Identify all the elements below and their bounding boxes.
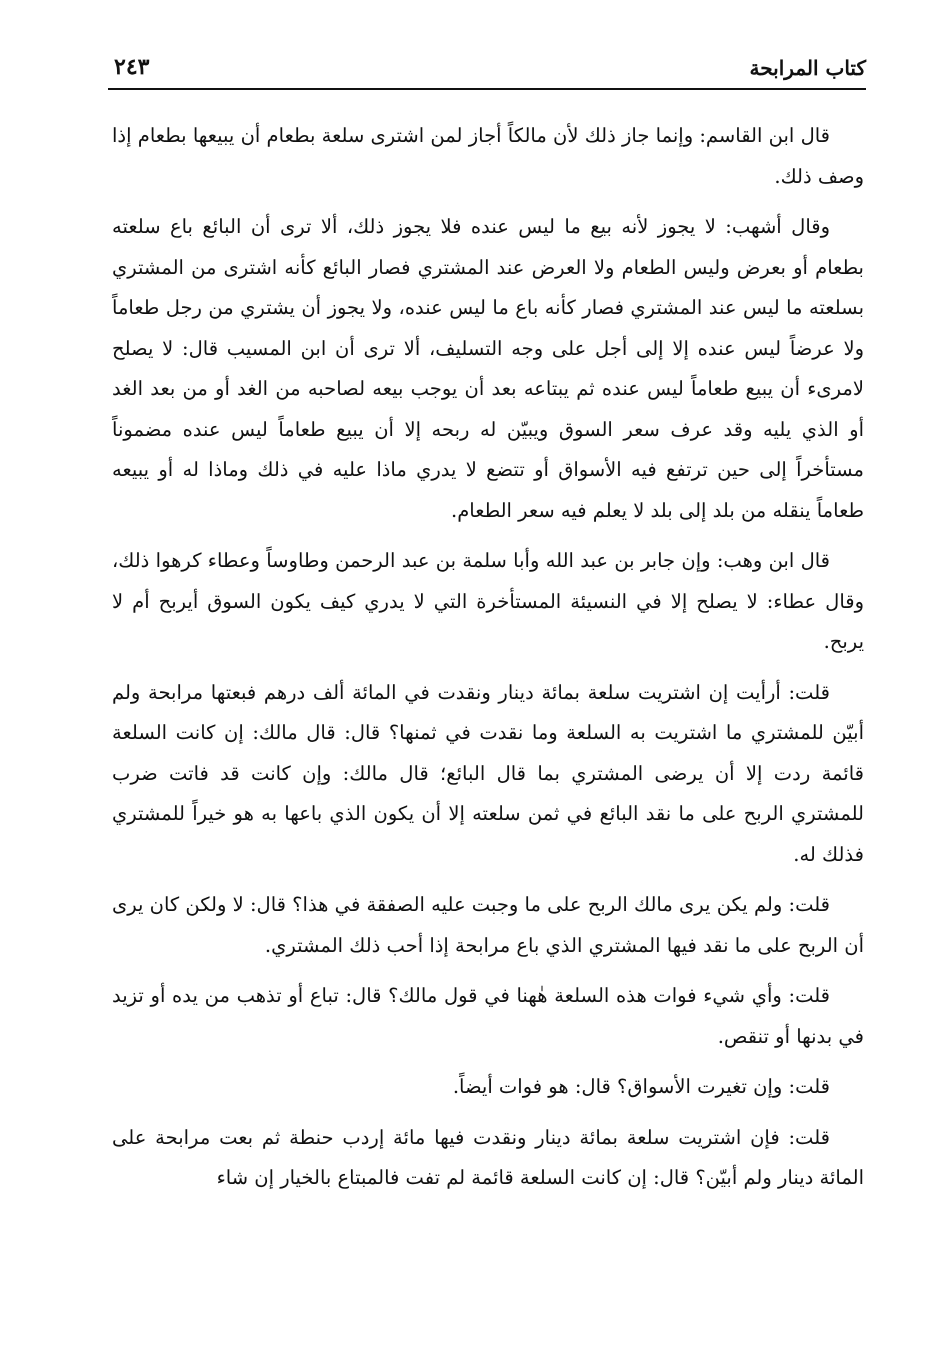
body-text [112,116,864,1209]
paragraph: قال ابن القاسم: وإنما جاز ذلك لأن مالكاً أجاز لمن اشترى سلعة بطعام أن يبيعها بطعام إذا وصف ذلك. [112,124,864,188]
page-number: ٢٤٣ [114,54,150,80]
paragraph: قلت: فإن اشتريت سلعة بمائة دينار ونقدت فيها مائة إردب حنطة ثم بعت مرابحة على المائة دينار ولم أبيّن؟ قال: إن كانت السلعة قائمة لم تفت فالمبتاع بالخيار إن شاء [112,1125,864,1189]
paragraph: وقال أشهب: لا يجوز لأنه بيع ما ليس عنده فلا يجوز ذلك، ألا ترى أن البائع باع سلعته بطعام أو بعرض وليس الطعام ولا العرض عند المشتري فصار البائع كأنه اشترى من المشتري بسلعته ما ليس عند المشتري فصار كأنه باع ما ليس عنده، ولا يجوز أن يشتري من رجل طعاماً ولا عرضاً ليس عنده إلا إلى أجل على وجه التسليف، ألا ترى أن ابن المسيب قال: لا يصلح لامرىء أن يبيع طعاماً ليس عنده ثم يبتاعه بعد أن يوجب بيعه لصاحبه من الغد أو من بعد الغد أو الذي يليه وقد عرف سعر السوق ويبيّن له ربحه إلا أن يبيع طعاماً ليس عنده مضموناً مستأخراً إلى حين ترتفع فيه الأسواق أو تتضع لا يدري ماذا عليه في ذلك وماذا له أو يبيعه طعاماً ينقله من بلد إلى بلد لا يعلم فيه سعر الطعام. [112,215,864,522]
paragraph: قلت: ولم يكن يرى مالك الربح على ما وجبت عليه الصفقة في هذا؟ قال: لا ولكن كان يرى أن الربح على ما نقد فيها المشتري الذي باع مرابحة إذا أحب ذلك المشتري. [112,893,864,957]
paragraph: قال ابن وهب: وإن جابر بن عبد الله وأبا سلمة بن عبد الرحمن وطاوساً وعطاء كرهوا ذلك، وقال عطاء: لا يصلح إلا في النسيئة المستأخرة التي لا يدري كيف يكون السوق أيربح أم لا يربح. [112,549,864,653]
page-header [108,52,866,90]
running-title: كتاب المرابحة [749,56,866,80]
paragraph: قلت: وإن تغيرت الأسواق؟ قال: هو فوات أيضاً. [452,1075,830,1098]
paragraph: قلت: وأي شيء فوات هذه السلعة هٰهنا في قول مالك؟ قال: تباع أو تذهب من يده أو تزيد في بدنها أو تنقص. [112,984,864,1048]
paragraph: قلت: أرأيت إن اشتريت سلعة بمائة دينار ونقدت في المائة ألف درهم فبعتها مرابحة ولم أبيّن للمشتري ما اشتريت به السلعة وما نقدت في ثمنها؟ قال: قال مالك: إن كانت السلعة قائمة ردت إلا أن يرضى المشتري بما قال البائع؛ قال مالك: وإن كانت قد فاتت ضرب للمشتري الربح على ما نقد البائع في ثمن سلعته إلا أن يكون الذي باعها به هو خيراً للمشتري فذلك له. [112,680,864,866]
